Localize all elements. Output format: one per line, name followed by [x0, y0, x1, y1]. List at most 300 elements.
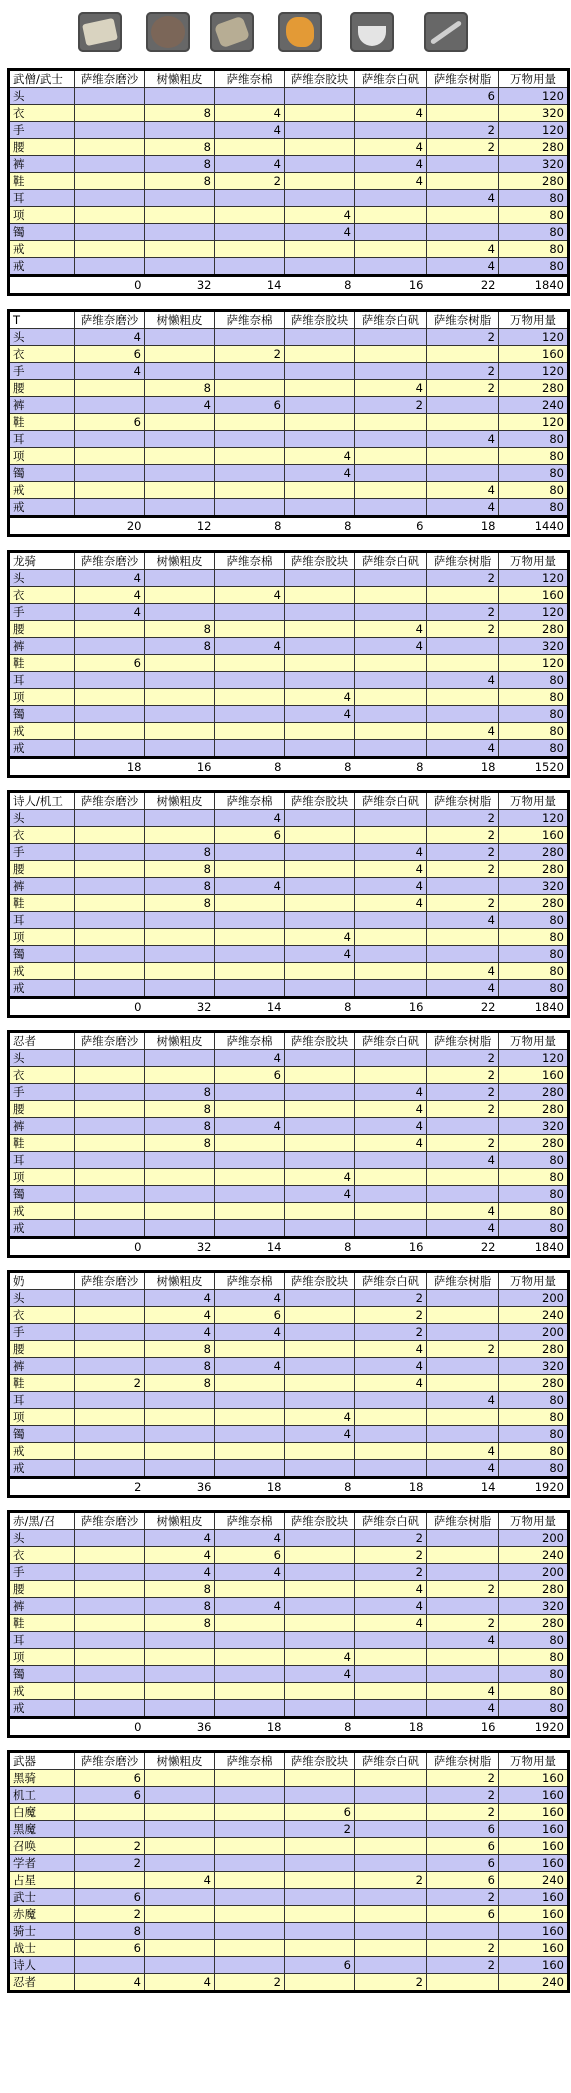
- sand-icon-glyph: [82, 18, 118, 46]
- resin-block-icon-glyph: [286, 17, 314, 47]
- table-row: [9, 241, 569, 258]
- total-cell: 18: [355, 1478, 427, 1497]
- quantity-cell: [355, 1906, 427, 1923]
- quantity-cell: [215, 740, 285, 758]
- quantity-cell: [427, 224, 499, 241]
- quantity-cell: 80: [499, 1460, 569, 1478]
- quantity-cell: 80: [499, 207, 569, 224]
- quantity-cell: 80: [499, 946, 569, 963]
- row-label: 衣: [9, 1547, 75, 1564]
- quantity-cell: 280: [499, 1581, 569, 1598]
- quantity-cell: [215, 1906, 285, 1923]
- quantity-cell: 4: [285, 689, 355, 706]
- quantity-cell: [215, 1649, 285, 1666]
- quantity-cell: 80: [499, 963, 569, 980]
- quantity-cell: [145, 1906, 215, 1923]
- column-header: 树懒粗皮: [145, 1752, 215, 1770]
- quantity-cell: 320: [499, 878, 569, 895]
- quantity-cell: 4: [355, 1118, 427, 1135]
- quantity-cell: [145, 1770, 215, 1787]
- quantity-cell: 200: [499, 1290, 569, 1307]
- quantity-cell: 4: [427, 980, 499, 998]
- quantity-cell: 160: [499, 1906, 569, 1923]
- total-cell: 18: [427, 758, 499, 777]
- table-row: [9, 1940, 569, 1957]
- quantity-cell: 4: [355, 844, 427, 861]
- quantity-cell: 8: [145, 1118, 215, 1135]
- row-label: 裤: [9, 1358, 75, 1375]
- quantity-cell: 2: [427, 604, 499, 621]
- quantity-cell: [285, 1307, 355, 1324]
- table-row: [9, 1700, 569, 1718]
- quantity-cell: [145, 1409, 215, 1426]
- quantity-cell: 320: [499, 638, 569, 655]
- total-cell: 1920: [499, 1478, 569, 1497]
- quantity-cell: [215, 190, 285, 207]
- table-row: [9, 207, 569, 224]
- table-row: [9, 810, 569, 827]
- totals-row: [9, 517, 569, 536]
- quantity-cell: 6: [75, 1889, 145, 1906]
- quantity-cell: 120: [499, 122, 569, 139]
- quantity-cell: [215, 1152, 285, 1169]
- quantity-cell: [145, 1957, 215, 1974]
- quantity-cell: [75, 621, 145, 638]
- quantity-cell: [145, 827, 215, 844]
- column-header: 萨维奈白矾: [355, 1512, 427, 1530]
- quantity-cell: [285, 1700, 355, 1718]
- quantity-cell: 6: [75, 1940, 145, 1957]
- table-row: [9, 1564, 569, 1581]
- quantity-cell: [75, 878, 145, 895]
- quantity-cell: 2: [427, 1067, 499, 1084]
- quantity-cell: [285, 363, 355, 380]
- total-cell: 36: [145, 1478, 215, 1497]
- quantity-cell: [285, 844, 355, 861]
- quantity-cell: [145, 689, 215, 706]
- table-row: [9, 1666, 569, 1683]
- quantity-cell: 80: [499, 1649, 569, 1666]
- quantity-cell: 2: [427, 844, 499, 861]
- total-cell: 14: [215, 998, 285, 1017]
- row-label: 腰: [9, 1101, 75, 1118]
- quantity-cell: 4: [75, 587, 145, 604]
- quantity-cell: 120: [499, 363, 569, 380]
- quantity-cell: [285, 638, 355, 655]
- quantity-cell: [285, 380, 355, 397]
- quantity-cell: 4: [427, 1152, 499, 1169]
- row-label: 项: [9, 1649, 75, 1666]
- quantity-cell: [145, 1443, 215, 1460]
- quantity-cell: 4: [215, 1118, 285, 1135]
- quantity-cell: 4: [215, 638, 285, 655]
- quantity-cell: 160: [499, 346, 569, 363]
- total-cell: 0: [75, 276, 145, 295]
- table-row: [9, 397, 569, 414]
- quantity-cell: 2: [427, 827, 499, 844]
- quantity-cell: 6: [427, 1906, 499, 1923]
- quantity-cell: [145, 1804, 215, 1821]
- quantity-cell: 6: [427, 1838, 499, 1855]
- row-label: 头: [9, 329, 75, 346]
- table-row: [9, 1324, 569, 1341]
- quantity-cell: [215, 1770, 285, 1787]
- table-row: [9, 929, 569, 946]
- quantity-cell: [75, 448, 145, 465]
- row-label: 腰: [9, 1341, 75, 1358]
- table-row: [9, 1530, 569, 1547]
- quantity-cell: 2: [355, 1564, 427, 1581]
- column-header: 万物用量: [499, 792, 569, 810]
- quantity-cell: 280: [499, 380, 569, 397]
- quantity-cell: 2: [427, 1804, 499, 1821]
- quantity-cell: [427, 655, 499, 672]
- quantity-cell: [75, 258, 145, 276]
- quantity-cell: [75, 1203, 145, 1220]
- quantity-cell: 120: [499, 810, 569, 827]
- row-label: 戒: [9, 740, 75, 758]
- table-row: [9, 122, 569, 139]
- column-header: 萨维奈棉: [215, 1032, 285, 1050]
- quantity-cell: 240: [499, 1547, 569, 1564]
- column-header: 萨维奈磨沙: [75, 1752, 145, 1770]
- quantity-cell: 160: [499, 1821, 569, 1838]
- quantity-cell: 2: [427, 810, 499, 827]
- table-row: [9, 912, 569, 929]
- quantity-cell: [75, 1101, 145, 1118]
- row-label: 鞋: [9, 414, 75, 431]
- quantity-cell: [75, 861, 145, 878]
- quantity-cell: [285, 346, 355, 363]
- table-row: [9, 346, 569, 363]
- quantity-cell: [355, 1220, 427, 1238]
- row-label: 手: [9, 122, 75, 139]
- quantity-cell: [215, 895, 285, 912]
- quantity-cell: [355, 723, 427, 740]
- quantity-cell: 4: [75, 1974, 145, 1992]
- quantity-cell: [145, 1855, 215, 1872]
- quantity-cell: [355, 912, 427, 929]
- quantity-cell: [285, 621, 355, 638]
- quantity-cell: [285, 1118, 355, 1135]
- quantity-cell: [285, 1787, 355, 1804]
- quantity-cell: 8: [145, 1341, 215, 1358]
- row-label: 衣: [9, 1067, 75, 1084]
- row-label: 戒: [9, 482, 75, 499]
- quantity-cell: [427, 465, 499, 482]
- quantity-cell: 4: [285, 1409, 355, 1426]
- table-row: [9, 1770, 569, 1787]
- quantity-cell: [285, 1615, 355, 1632]
- total-cell: 8: [355, 758, 427, 777]
- quantity-cell: [75, 638, 145, 655]
- row-label: 镯: [9, 465, 75, 482]
- quantity-cell: [145, 1838, 215, 1855]
- table-row: [9, 1101, 569, 1118]
- quantity-cell: [75, 1152, 145, 1169]
- quantity-cell: 6: [285, 1804, 355, 1821]
- quantity-cell: 280: [499, 844, 569, 861]
- quantity-cell: [285, 499, 355, 517]
- total-cell: 16: [355, 998, 427, 1017]
- column-header: 萨维奈树脂: [427, 1512, 499, 1530]
- quantity-cell: 4: [285, 1666, 355, 1683]
- quantity-cell: [75, 190, 145, 207]
- material-table: [7, 309, 570, 537]
- quantity-cell: [145, 587, 215, 604]
- quantity-cell: [215, 621, 285, 638]
- totals-label-cell: [9, 758, 75, 777]
- row-label: 项: [9, 448, 75, 465]
- quantity-cell: [215, 929, 285, 946]
- quantity-cell: 80: [499, 1632, 569, 1649]
- quantity-cell: 4: [355, 1084, 427, 1101]
- alum-mortar-icon: [350, 12, 394, 52]
- quantity-cell: [215, 329, 285, 346]
- row-label: 鞋: [9, 1135, 75, 1152]
- total-cell: 32: [145, 1238, 215, 1257]
- quantity-cell: [427, 929, 499, 946]
- quantity-cell: 4: [427, 431, 499, 448]
- quantity-cell: [355, 431, 427, 448]
- quantity-cell: [285, 1084, 355, 1101]
- quantity-cell: [145, 1632, 215, 1649]
- quantity-cell: 2: [427, 1889, 499, 1906]
- quantity-cell: 4: [355, 895, 427, 912]
- quantity-cell: 280: [499, 1101, 569, 1118]
- row-label: 戒: [9, 241, 75, 258]
- quantity-cell: 2: [215, 346, 285, 363]
- column-header: 萨维奈胶块: [285, 1032, 355, 1050]
- quantity-cell: 280: [499, 861, 569, 878]
- row-label: 鞋: [9, 895, 75, 912]
- quantity-cell: [285, 482, 355, 499]
- row-label: 镯: [9, 1666, 75, 1683]
- quantity-cell: 4: [285, 929, 355, 946]
- total-cell: 32: [145, 998, 215, 1017]
- quantity-cell: [355, 448, 427, 465]
- quantity-cell: 160: [499, 1838, 569, 1855]
- quantity-cell: [355, 706, 427, 723]
- quantity-cell: 2: [355, 1547, 427, 1564]
- quantity-cell: [355, 1186, 427, 1203]
- table-row: [9, 638, 569, 655]
- quantity-cell: 80: [499, 482, 569, 499]
- row-label: 耳: [9, 190, 75, 207]
- quantity-cell: 80: [499, 241, 569, 258]
- quantity-cell: [427, 1666, 499, 1683]
- quantity-cell: 200: [499, 1324, 569, 1341]
- quantity-cell: [145, 706, 215, 723]
- table-row: [9, 380, 569, 397]
- quantity-cell: [355, 1940, 427, 1957]
- quantity-cell: [285, 878, 355, 895]
- row-label: 项: [9, 929, 75, 946]
- quantity-cell: [75, 105, 145, 122]
- quantity-cell: [427, 1598, 499, 1615]
- quantity-cell: [145, 1050, 215, 1067]
- quantity-cell: [355, 1666, 427, 1683]
- quantity-cell: [355, 241, 427, 258]
- table-title: 武僧/武士: [9, 70, 75, 88]
- quantity-cell: 6: [75, 1787, 145, 1804]
- quantity-cell: [285, 1101, 355, 1118]
- row-label: 戒: [9, 1203, 75, 1220]
- quantity-cell: [355, 1392, 427, 1409]
- quantity-cell: 8: [145, 1598, 215, 1615]
- column-header: 萨维奈胶块: [285, 1272, 355, 1290]
- quantity-cell: 4: [355, 139, 427, 156]
- material-table: [7, 68, 570, 296]
- column-header: 萨维奈磨沙: [75, 1272, 145, 1290]
- quantity-cell: [215, 1203, 285, 1220]
- total-cell: 18: [427, 517, 499, 536]
- row-label: 戒: [9, 1443, 75, 1460]
- quantity-cell: 6: [427, 1821, 499, 1838]
- quantity-cell: [285, 1135, 355, 1152]
- row-label: 头: [9, 1530, 75, 1547]
- quantity-cell: 120: [499, 1050, 569, 1067]
- quantity-cell: 4: [215, 1564, 285, 1581]
- row-label: 手: [9, 363, 75, 380]
- quantity-cell: [355, 1889, 427, 1906]
- quantity-cell: [427, 587, 499, 604]
- quantity-cell: [215, 980, 285, 998]
- quantity-cell: [355, 689, 427, 706]
- quantity-cell: [215, 1084, 285, 1101]
- quantity-cell: [75, 465, 145, 482]
- quantity-cell: 4: [145, 397, 215, 414]
- column-header: 萨维奈棉: [215, 1272, 285, 1290]
- quantity-cell: 8: [145, 895, 215, 912]
- quantity-cell: [285, 241, 355, 258]
- quantity-cell: 4: [427, 1392, 499, 1409]
- quantity-cell: [427, 105, 499, 122]
- row-label: 项: [9, 207, 75, 224]
- quantity-cell: [355, 1700, 427, 1718]
- table-row: [9, 827, 569, 844]
- quantity-cell: [355, 655, 427, 672]
- table-row: [9, 1872, 569, 1889]
- quantity-cell: [145, 929, 215, 946]
- quantity-cell: 4: [215, 1358, 285, 1375]
- quantity-cell: 80: [499, 706, 569, 723]
- row-label: 鞋: [9, 1615, 75, 1632]
- quantity-cell: [145, 207, 215, 224]
- quantity-cell: 6: [215, 397, 285, 414]
- quantity-cell: [215, 1804, 285, 1821]
- quantity-cell: [215, 1923, 285, 1940]
- quantity-cell: [285, 190, 355, 207]
- quantity-cell: 8: [145, 156, 215, 173]
- row-label: 腰: [9, 380, 75, 397]
- quantity-cell: [75, 895, 145, 912]
- table-row: [9, 1307, 569, 1324]
- quantity-cell: 6: [215, 1307, 285, 1324]
- quantity-cell: [145, 329, 215, 346]
- quantity-cell: 80: [499, 1392, 569, 1409]
- quantity-cell: 240: [499, 1974, 569, 1992]
- row-label: 戒: [9, 1683, 75, 1700]
- quantity-cell: 4: [427, 1700, 499, 1718]
- table-row: [9, 1118, 569, 1135]
- quantity-cell: [355, 1426, 427, 1443]
- quantity-cell: [145, 1392, 215, 1409]
- quantity-cell: 2: [427, 1940, 499, 1957]
- quantity-cell: [215, 946, 285, 963]
- quantity-cell: [285, 431, 355, 448]
- table-row: [9, 1084, 569, 1101]
- quantity-cell: 160: [499, 1855, 569, 1872]
- quantity-cell: [215, 1375, 285, 1392]
- row-label: 裤: [9, 638, 75, 655]
- row-label: 黑骑: [9, 1770, 75, 1787]
- quantity-cell: [427, 1169, 499, 1186]
- material-table: [7, 1030, 570, 1258]
- column-header: 萨维奈白矾: [355, 1752, 427, 1770]
- quantity-cell: 2: [215, 1974, 285, 1992]
- quantity-cell: [355, 190, 427, 207]
- quantity-cell: 2: [427, 1341, 499, 1358]
- row-label: 黑魔: [9, 1821, 75, 1838]
- quantity-cell: 2: [75, 1906, 145, 1923]
- totals-row: [9, 1478, 569, 1497]
- quantity-cell: [427, 1564, 499, 1581]
- column-header: 万物用量: [499, 1752, 569, 1770]
- row-label: 机工: [9, 1787, 75, 1804]
- table-row: [9, 1821, 569, 1838]
- quantity-cell: [75, 946, 145, 963]
- column-header: 萨维奈棉: [215, 70, 285, 88]
- table-row: [9, 963, 569, 980]
- total-cell: 16: [355, 276, 427, 295]
- quantity-cell: [427, 448, 499, 465]
- quantity-cell: [427, 946, 499, 963]
- row-label: 衣: [9, 587, 75, 604]
- quantity-cell: 4: [285, 465, 355, 482]
- column-header: 树懒粗皮: [145, 1032, 215, 1050]
- quantity-cell: [215, 912, 285, 929]
- quantity-cell: [285, 1341, 355, 1358]
- quantity-cell: [75, 1409, 145, 1426]
- quantity-cell: 2: [427, 621, 499, 638]
- quantity-cell: 4: [427, 190, 499, 207]
- quantity-cell: 4: [285, 706, 355, 723]
- totals-label-cell: [9, 1478, 75, 1497]
- quantity-cell: 4: [75, 604, 145, 621]
- quantity-cell: [285, 655, 355, 672]
- quantity-cell: [215, 689, 285, 706]
- quantity-cell: [285, 1940, 355, 1957]
- quantity-cell: [215, 1632, 285, 1649]
- quantity-cell: 120: [499, 88, 569, 105]
- quantity-cell: [215, 139, 285, 156]
- quantity-cell: [215, 1821, 285, 1838]
- quantity-cell: 6: [75, 346, 145, 363]
- table-row: [9, 946, 569, 963]
- row-label: 戒: [9, 980, 75, 998]
- quantity-cell: [75, 929, 145, 946]
- quantity-cell: [215, 1186, 285, 1203]
- table-row: [9, 1838, 569, 1855]
- row-label: 腰: [9, 861, 75, 878]
- row-label: 戒: [9, 1700, 75, 1718]
- table-row: [9, 1203, 569, 1220]
- quantity-cell: [75, 397, 145, 414]
- row-label: 头: [9, 1050, 75, 1067]
- table-row: [9, 1050, 569, 1067]
- row-label: 召唤: [9, 1838, 75, 1855]
